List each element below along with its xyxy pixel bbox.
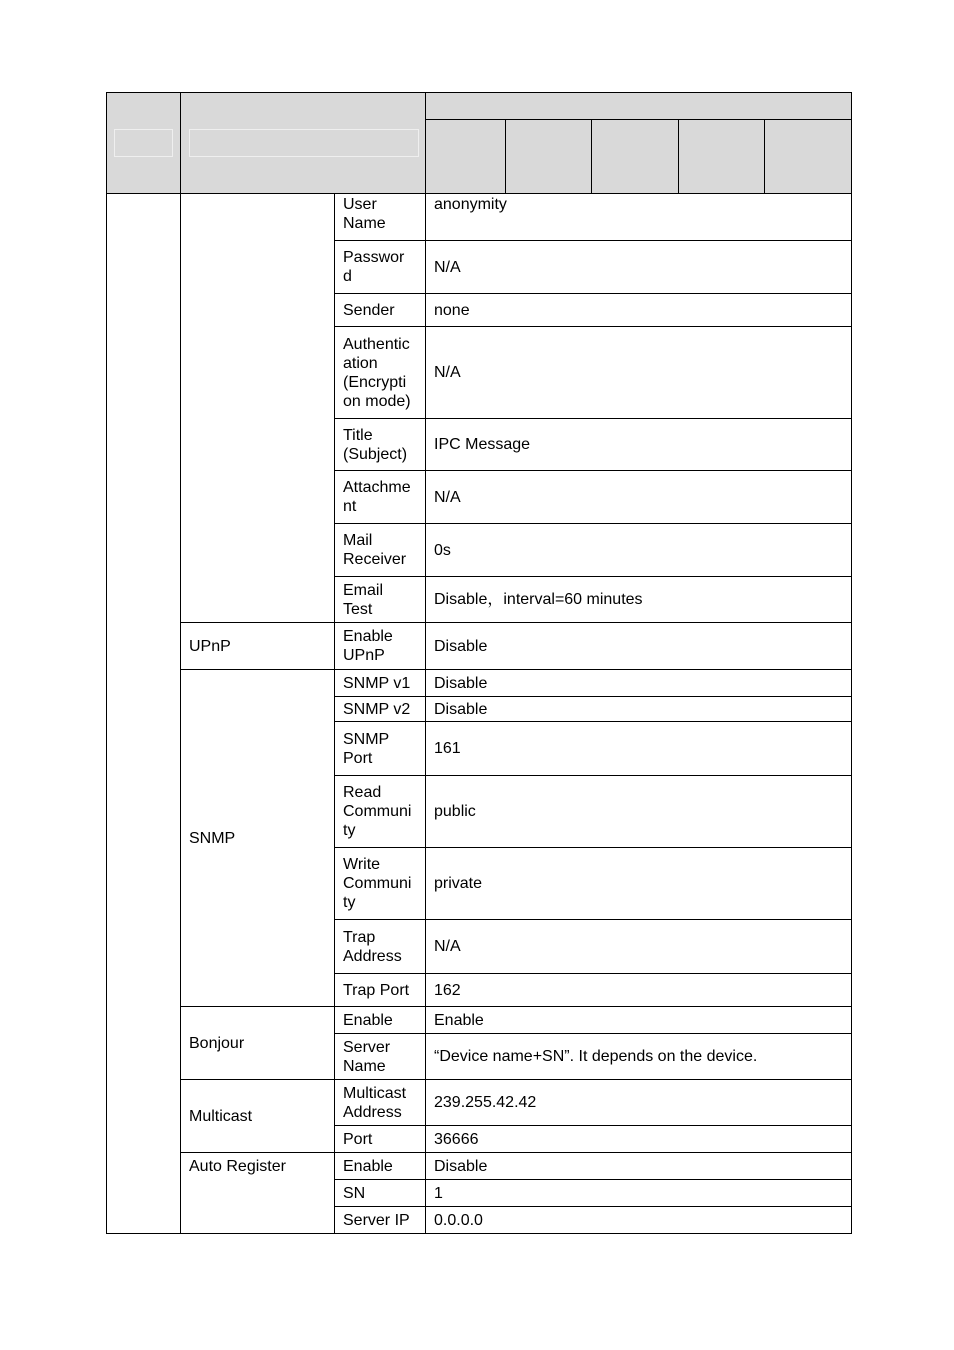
value-cell: N/A — [426, 327, 852, 419]
blank-column-cell — [107, 194, 181, 1234]
table-row — [107, 670, 852, 697]
param-cell: Write Communi ty — [335, 848, 426, 920]
header-cell-blank-1 — [107, 93, 181, 194]
value-cell: 239.255.42.42 — [426, 1080, 852, 1126]
param-cell: SNMP v1 — [335, 670, 426, 697]
param-cell: Trap Address — [335, 920, 426, 974]
settings-table — [106, 92, 852, 1234]
param-cell: Enable UPnP — [335, 623, 426, 670]
group-cell-email — [181, 194, 335, 623]
param-cell: Multicast Address — [335, 1080, 426, 1126]
value-cell: 36666 — [426, 1126, 852, 1153]
value-cell: N/A — [426, 471, 852, 524]
group-cell-multicast: Multicast — [181, 1080, 335, 1153]
table-header-row — [107, 93, 852, 194]
group-cell-bonjour: Bonjour — [181, 1007, 335, 1080]
header-cell-blank-2 — [181, 93, 426, 194]
value-cell: Disable — [426, 697, 852, 722]
param-cell: Attachme nt — [335, 471, 426, 524]
param-cell: Read Communi ty — [335, 776, 426, 848]
value-cell: Disable，interval=60 minutes — [426, 577, 852, 623]
value-cell: Enable — [426, 1007, 852, 1034]
value-cell: Disable — [426, 623, 852, 670]
table-row — [107, 1153, 852, 1180]
group-cell-snmp: SNMP — [181, 670, 335, 1007]
value-cell: Disable — [426, 1153, 852, 1180]
value-cell: 162 — [426, 974, 852, 1007]
param-cell: SN — [335, 1180, 426, 1207]
param-cell: SNMP v2 — [335, 697, 426, 722]
value-cell: N/A — [426, 241, 852, 294]
value-cell: private — [426, 848, 852, 920]
param-cell: SNMP Port — [335, 722, 426, 776]
value-cell: anonymity — [426, 194, 852, 241]
param-cell: Enable — [335, 1153, 426, 1180]
value-cell: public — [426, 776, 852, 848]
value-cell: none — [426, 294, 852, 327]
value-cell: Disable — [426, 670, 852, 697]
param-cell: Passwor d — [335, 241, 426, 294]
group-cell-auto-register: Auto Register — [181, 1153, 335, 1234]
param-cell: Mail Receiver — [335, 524, 426, 577]
param-cell: Port — [335, 1126, 426, 1153]
param-cell: Authentic ation (Encrypti on mode) — [335, 327, 426, 419]
table-row — [107, 194, 852, 241]
param-cell: Email Test — [335, 577, 426, 623]
param-cell: Sender — [335, 294, 426, 327]
param-cell: User Name — [335, 194, 426, 241]
header-cell-blank-3 — [426, 93, 852, 194]
table-row — [107, 623, 852, 670]
table-row — [107, 1080, 852, 1126]
value-cell: 161 — [426, 722, 852, 776]
value-cell: N/A — [426, 920, 852, 974]
value-cell: IPC Message — [426, 419, 852, 471]
value-cell: 1 — [426, 1180, 852, 1207]
param-cell: Server Name — [335, 1034, 426, 1080]
value-cell: 0.0.0.0 — [426, 1207, 852, 1234]
group-cell-upnp: UPnP — [181, 623, 335, 670]
param-cell: Enable — [335, 1007, 426, 1034]
value-cell: 0s — [426, 524, 852, 577]
param-cell: Trap Port — [335, 974, 426, 1007]
param-cell: Server IP — [335, 1207, 426, 1234]
param-cell: Title (Subject) — [335, 419, 426, 471]
value-cell: “Device name+SN”. It depends on the device. — [426, 1034, 852, 1080]
table-row — [107, 1007, 852, 1034]
